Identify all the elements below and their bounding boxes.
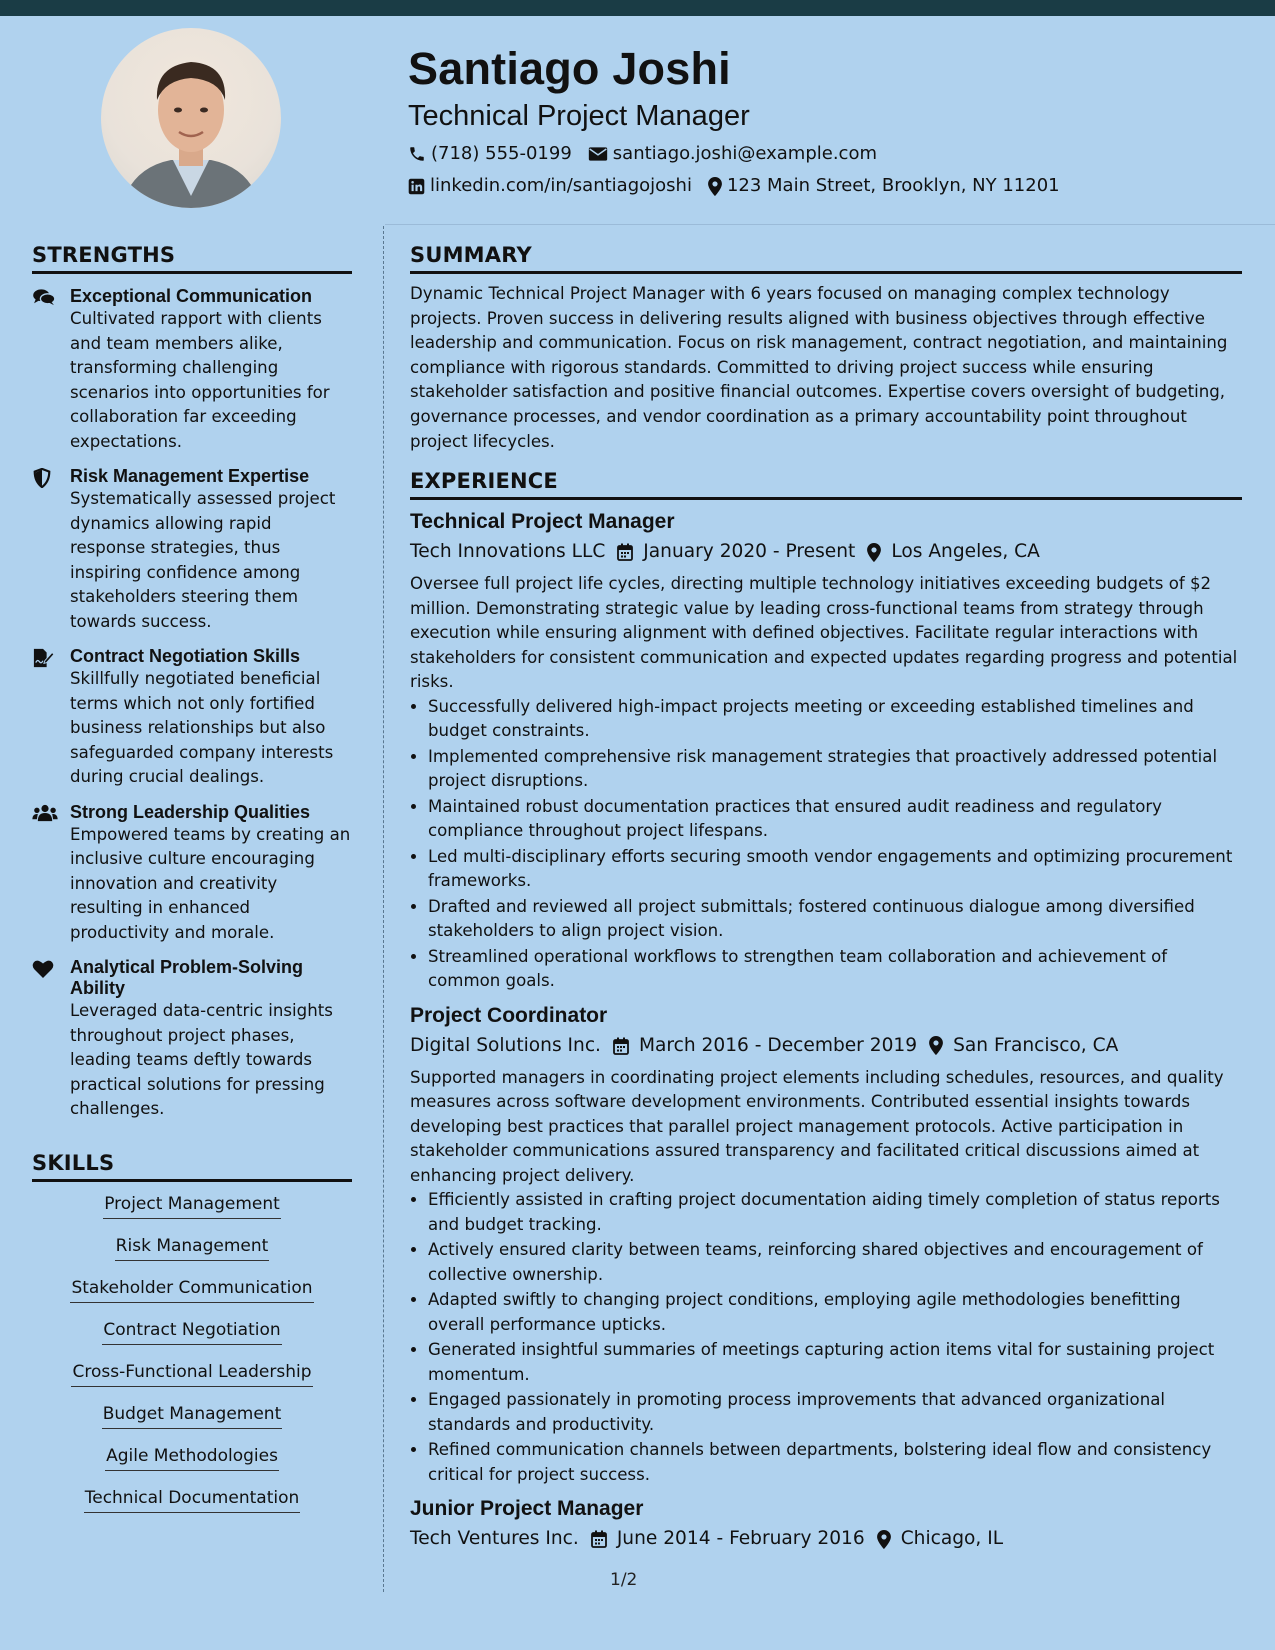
job-company: Tech Innovations LLC (410, 541, 606, 563)
strength-item (32, 286, 352, 454)
job-company: Tech Ventures Inc. (410, 1528, 579, 1550)
experience-entry (410, 508, 1242, 994)
phone-icon (408, 145, 426, 163)
heart-icon (32, 957, 70, 1122)
calendar-icon (617, 543, 633, 561)
linkedin-icon (408, 178, 425, 195)
map-marker-icon (867, 543, 881, 562)
right-column (410, 240, 1242, 1563)
job-dates-text: June 2014 - February 2016 (616, 1528, 865, 1550)
skill-item (32, 1232, 352, 1261)
skill-label: Project Management (103, 1190, 281, 1219)
address-contact (708, 170, 1060, 202)
resume-header (408, 40, 1228, 202)
job-dates-text: January 2020 - Present (643, 541, 856, 563)
job-title: Junior Project Manager (410, 1497, 644, 1521)
job-location-text: Chicago, IL (900, 1528, 1004, 1550)
skill-item (32, 1442, 352, 1471)
job-bullet: • Streamlined operational workflows to strengthen team collaboration and achievement of common goals. (428, 945, 1242, 994)
skill-label: Stakeholder Communication (70, 1274, 313, 1303)
strength-desc: Skillfully negotiated beneficial terms which not only fortified business relationships but also safeguarded company interests during crucial dealings. (70, 669, 334, 786)
skill-item (32, 1400, 352, 1429)
profile-photo (101, 28, 281, 208)
map-marker-icon (929, 1036, 943, 1055)
job-bullet: • Efficiently assisted in crafting project documentation aiding timely completion of status reports and budget tracking. (428, 1188, 1242, 1237)
header-separator (385, 224, 1275, 225)
job-dates-text: March 2016 - December 2019 (638, 1034, 918, 1056)
experience-entry (410, 1002, 1242, 1488)
skills-list (32, 1190, 352, 1513)
page-number: 1/2 (610, 1570, 638, 1590)
email-contact[interactable] (588, 138, 877, 170)
shield-icon (32, 466, 70, 634)
skill-item (32, 1484, 352, 1513)
summary-heading: SUMMARY (410, 240, 1242, 274)
job-bullet: • Engaged passionately in promoting process improvements that advanced organizational standards and productivity. (428, 1388, 1242, 1437)
job-bullet: • Maintained robust documentation practices that ensured audit readiness and regulatory compliance throughout project lifespans. (428, 795, 1242, 844)
users-icon (32, 802, 70, 946)
strength-title: Analytical Problem-Solving Ability (70, 957, 304, 998)
skill-label: Cross-Functional Leadership (71, 1358, 312, 1387)
job-bullet: • Actively ensured clarity between teams, reinforcing shared objectives and encouragement of collective ownership. (428, 1238, 1242, 1287)
strength-item (32, 802, 352, 946)
strength-item (32, 957, 352, 1122)
job-dates (613, 1030, 917, 1062)
envelope-icon (588, 146, 608, 162)
skill-item (32, 1316, 352, 1345)
job-dates (591, 1523, 865, 1555)
strength-item (32, 466, 352, 634)
job-bullets (410, 1188, 1242, 1487)
left-column (32, 240, 352, 1526)
job-company: Digital Solutions Inc. (410, 1034, 601, 1056)
strength-desc: Leveraged data-centric insights throughout project phases, leading teams deftly towards practical solutions for pressing challenges. (70, 1001, 333, 1118)
job-bullet: • Generated insightful summaries of meetings capturing action items vital for sustaining project momentum. (428, 1338, 1242, 1387)
job-description: Supported managers in coordinating project elements including schedules, resources, and quality measures across software development environments. Contributed essential insights towards developing best practices that parallel project management protocols. Active participation in stakeholder communications assured transparency and facilitated critical discussions aimed at enhancing project delivery. (410, 1067, 1224, 1185)
summary-text: Dynamic Technical Project Manager with 6 years focused on managing complex technology projects. Proven success in delivering results aligned with business objectives through effective leadership and communication. Focus on risk management, contract negotiation, and maintaining compliance with rigorous standards. Committed to driving project success while ensuring stakeholder satisfaction and positive financial outcomes. Expertise covers oversight of budgeting, governance processes, and vendor coordination as a primary accountability point throughout project lifecycles. (410, 284, 1228, 451)
skill-label: Agile Methodologies (105, 1442, 279, 1471)
strengths-heading: STRENGTHS (32, 240, 352, 274)
contact-line-2 (408, 170, 1228, 202)
strength-desc: Systematically assessed project dynamics allowing rapid response strategies, thus inspiring confidence among stakeholders steering them towards success. (70, 489, 336, 631)
column-divider (383, 226, 384, 1592)
job-meta (410, 536, 1242, 568)
address-text: 123 Main Street, Brooklyn, NY 11201 (726, 175, 1060, 196)
job-bullet: • Implemented comprehensive risk management strategies that proactively addressed potential project disruptions. (428, 745, 1242, 794)
linkedin-text[interactable]: linkedin.com/in/santiagojoshi (430, 175, 692, 196)
map-marker-icon (877, 1530, 891, 1549)
strength-item (32, 646, 352, 790)
skill-item (32, 1190, 352, 1219)
job-location (867, 536, 1040, 568)
experience-entry (410, 1495, 1242, 1555)
strength-title: Risk Management Expertise (70, 466, 310, 486)
skill-item (32, 1358, 352, 1387)
job-title: Technical Project Manager (410, 510, 675, 534)
contact-line-1 (408, 138, 1228, 170)
skill-label: Budget Management (102, 1400, 283, 1429)
candidate-title: Technical Project Manager (408, 100, 750, 132)
skill-label: Risk Management (115, 1232, 270, 1261)
job-location (929, 1030, 1118, 1062)
job-bullet: • Drafted and reviewed all project submittals; fostered continuous dialogue among diversified stakeholders to align project vision. (428, 895, 1242, 944)
phone-contact (408, 138, 572, 170)
calendar-icon (591, 1530, 607, 1548)
file-signature-icon (32, 646, 70, 790)
job-bullet: • Successfully delivered high-impact projects meeting or exceeding established timelines and budget constraints. (428, 695, 1242, 744)
portrait-image (101, 28, 281, 208)
calendar-icon (613, 1037, 629, 1055)
job-location (877, 1523, 1003, 1555)
phone-text: (718) 555-0199 (431, 143, 572, 164)
strength-title: Contract Negotiation Skills (70, 646, 301, 666)
job-bullet: • Refined communication channels between departments, bolstering ideal flow and consistency critical for project success. (428, 1438, 1242, 1487)
candidate-name: Santiago Joshi (408, 43, 731, 94)
top-bar (0, 0, 1275, 16)
strength-desc: Cultivated rapport with clients and team members alike, transforming challenging scenarios into opportunities for collaboration far exceeding expectations. (70, 309, 330, 451)
linkedin-contact[interactable] (408, 170, 692, 202)
job-bullet: • Adapted swiftly to changing project conditions, employing agile methodologies benefitting overall performance upticks. (428, 1288, 1242, 1337)
job-bullets (410, 695, 1242, 994)
job-location-text: San Francisco, CA (953, 1034, 1119, 1056)
strength-title: Exceptional Communication (70, 286, 313, 306)
skills-heading: SKILLS (32, 1148, 352, 1182)
experience-heading: EXPERIENCE (410, 466, 1242, 500)
strength-desc: Empowered teams by creating an inclusive culture encouraging innovation and creativity resulting in enhanced productivity and morale. (70, 824, 351, 942)
job-title: Project Coordinator (410, 1003, 608, 1027)
job-description: Oversee full project life cycles, directing multiple technology initiatives exceeding budgets of $2 million. Demonstrating strategic value by leading cross-functional teams from strategy through execution while ensuring alignment with defined objectives. Facilitate regular interactions with stakeholders for consistent communication and expected updates regarding progress and potential risks. (410, 574, 1238, 692)
skill-item (32, 1274, 352, 1303)
strength-title: Strong Leadership Qualities (70, 801, 311, 822)
skill-label: Contract Negotiation (102, 1316, 281, 1345)
job-bullet: • Led multi-disciplinary efforts securing smooth vendor engagements and optimizing procurement frameworks. (428, 845, 1242, 894)
email-text[interactable]: santiago.joshi@example.com (612, 143, 877, 164)
job-meta (410, 1030, 1242, 1062)
skill-label: Technical Documentation (84, 1484, 301, 1513)
job-dates (617, 536, 855, 568)
job-meta (410, 1523, 1242, 1555)
job-location-text: Los Angeles, CA (891, 541, 1040, 563)
map-marker-icon (708, 177, 722, 196)
comments-icon (32, 286, 70, 454)
